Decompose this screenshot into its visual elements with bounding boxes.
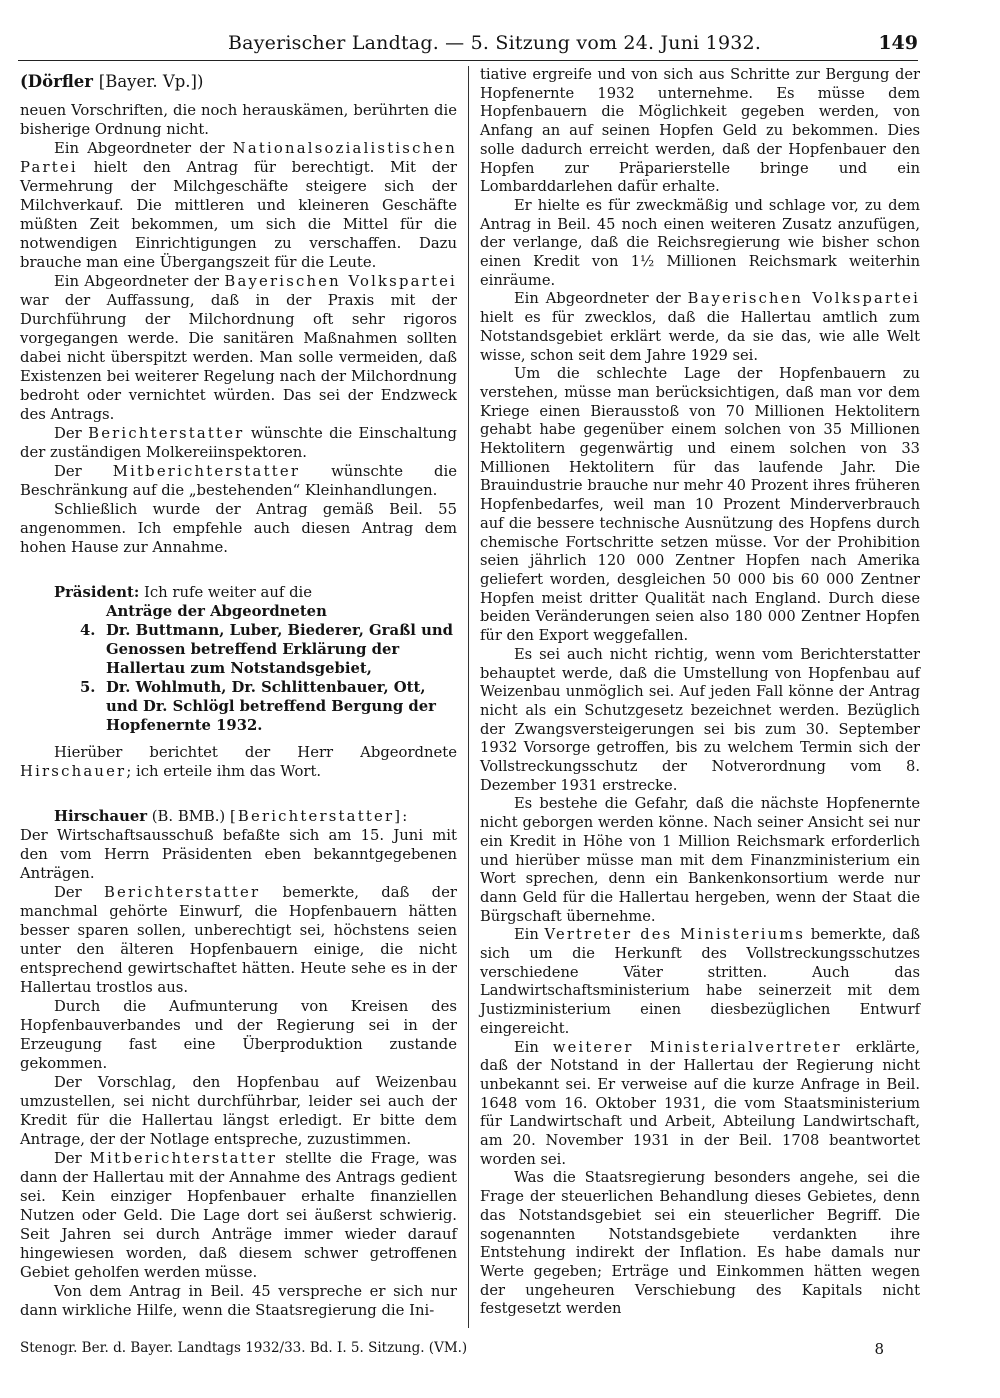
item-number: 5.: [80, 679, 96, 696]
running-header: [18, 30, 918, 61]
paragraph: Er hielte es für zweckmäßig und schlage vor, zu dem Antrag in Beil. 45 noch einen weiteren Zusatz anzufügen, der verlange, daß die Reichsregierung wie bisher schon einen Kredit von 1½ Millionen Reichsmark weiterhin einräume.: [480, 196, 920, 289]
text-span: Ein Abgeordneter der: [514, 290, 681, 308]
text-span: Ein: [514, 926, 539, 944]
text-span: Ein: [514, 1038, 539, 1056]
spaced-text: Mitberichterstatter: [89, 1150, 278, 1167]
speaker-name: Präsident:: [54, 584, 140, 601]
paragraph: [20, 424, 457, 462]
paragraph: neuen Vorschriften, die noch herauskämen, berührten die bisherige Ordnung nicht.: [20, 102, 457, 138]
text-span: wünschte die Einschaltung der zuständigen Molkereiinspektoren.: [20, 425, 457, 461]
paragraph: [20, 272, 457, 424]
paragraph: Um die schlechte Lage der Hopfenbauern zu verstehen, müsse man berücksichtigen, daß man vor dem Kriege einen Bierausstoß von 70 Millionen Hektolitern gehabt habe gegenüber einem solchen von 35 Millionen Hektolitern gegenwärtig und einem solchen von 33 Millionen Hektolitern für das laufende Jahr. Die Brauindustrie brauche nur mehr 40 Prozent ihres früheren Hopfenbedarfes, weil man 10 Prozent Minderverbrauch auf die bessere technische Ausnützung des Hopfens durch chemische Fortschritte setzen müsse. Vor der Prohibition seien jährlich 120 000 Zentner Hopfen nach Amerika geliefert worden, desgleichen 50 000 bis 60 000 Zentner Hopfen meist dritter Qualität nach England. Durch diese beiden Veränderungen seien also 180 000 Zentner Hopfen für den Export weggefallen.: [480, 365, 920, 645]
right-column: [480, 66, 920, 1319]
text-span: bemerkte, daß sich um die Herkunft des Vollstreckungsschutzes verschiedene Väter stritten. Auch das Landwirtschaftsministerium habe seinerzeit mit dem Justizministerium einen diesbezüglichen Entwurf eingereicht.: [480, 926, 920, 1037]
text-span: ; ich erteile ihm das Wort.: [126, 763, 322, 780]
speaker-heading-hirschauer: [20, 807, 457, 826]
paragraph: Der Wirtschaftsausschuß befaßte sich am 15. Juni mit den vom Herrn Präsidenten eben bekanntgegebenen Anträgen.: [20, 827, 457, 882]
paragraph: Von dem Antrag in Beil. 45 verspreche er sich nur dann wirkliche Hilfe, wenn die Staatsregierung die Ini-: [20, 1283, 457, 1319]
paragraph: [20, 743, 457, 781]
text-span: Der: [54, 884, 82, 901]
speaker-name: Hirschauer: [54, 808, 148, 825]
text-span: erklärte, daß der Notstand in der Hallertau der Regierung nicht unbekannt sei. Er verweise auf die kurze Anfrage in Beil. 1648 vom 16. Oktober 1931, die vom Staatsministerium für Landwirtschaft und Arbeit, Abteilung Landwirtschaft, am 20. November 1931 in der Beil. 1708 beantwortet worden sei.: [480, 1038, 921, 1168]
spaced-text: Berichterstatter: [88, 425, 245, 442]
spaced-text: weiterer Ministerialvertreter: [552, 1038, 842, 1056]
spaced-text: Bayerischen Volkspartei: [224, 273, 457, 290]
paragraph: Schließlich wurde der Antrag gemäß Beil. 55 angenommen. Ich empfehle auch diesen Antrag dem hohen Hause zur Annahme.: [20, 501, 457, 556]
paragraph: [480, 1039, 920, 1170]
page-number: 149: [878, 32, 918, 54]
paragraph: Es bestehe die Gefahr, daß die nächste Hopfenernte nicht geborgen werden könne. Nach seiner Ansicht sei nur ein Kredit in Höhe von 1 Million Reichsmark erforderlich und hierüber müsse man mit dem Finanzministerium ein Wort sprechen, denn ein Bankenkonsortium werde nur dann Geld für die Hallertau hergeben, wenn der Staat die Bürgschaft übernehme.: [480, 795, 920, 925]
paragraph: [480, 926, 920, 1038]
motions-heading: Anträge der Abgeordneten: [106, 603, 327, 620]
president-line: [20, 583, 457, 602]
spaced-text: Hirschauer: [20, 763, 127, 780]
president-block: [20, 583, 457, 735]
text-span: war der Auffassung, daß in der Praxis mit der Durchführung der Milchordnung oft sehr rigoros vorgegangen werde. Die sanitären Maßnahmen sollten dabei nicht überspitzt werden. Man solle vermeiden, daß Existenzen bei weiterer Regelung nach der Milchordnung bedroht oder vernichtet würden. Das sei der Endzweck des Antrags.: [20, 292, 457, 423]
speaker-heading-doerfler: [20, 72, 457, 91]
text-span: Hierüber berichtet der Herr Abgeordnete: [54, 744, 457, 761]
spaced-text: Berichterstatter: [103, 884, 261, 901]
spaced-text: Vertreter des Ministeriums: [544, 926, 806, 944]
paragraph: [20, 883, 457, 997]
left-column: [20, 66, 457, 1320]
header-title: Bayerischer Landtag. — 5. Sitzung vom 24. Juni 1932.: [228, 32, 762, 54]
footer-signature-number: 8: [874, 1340, 884, 1358]
speaker-name: (Dörfler: [20, 72, 94, 91]
paragraph: Der Vorschlag, den Hopfenbau auf Weizenbau umzustellen, sei nicht durchführbar, leider sei auch der Kredit für die Hallertau längst erledigt. Er bitte dem Antrage, der der Notlage entspreche, zuzustimmen.: [20, 1074, 457, 1148]
spaced-text: Nationalsozialistischen Partei: [20, 140, 457, 176]
paragraph: [480, 290, 920, 365]
paragraph: [20, 462, 457, 500]
paragraph: tiative ergreife und von sich aus Schritte zur Bergung der Hopfenernte 1932 unternehme. Es müsse dem Hopfenbauern die Möglichkeit gegeben werden, von Anfang an auf seinen Hopfen Geld zu bekommen. Dies solle dadurch erreicht werden, daß der Hopfenbauer den Hopfen zur Präparierstelle bringe und ein Lombarddarlehen dafür erhalte.: [480, 66, 920, 196]
text-span: Der: [54, 463, 82, 480]
item-number: 4.: [80, 622, 96, 639]
text-span: Ich rufe weiter auf die: [144, 584, 313, 601]
item-text: Dr. Wohlmuth, Dr. Schlittenbauer, Ott, und Dr. Schlögl betreffend Bergung der Hopfenernte 1932.: [106, 679, 436, 734]
text-span: hielt es für zwecklos, daß die Hallertau amtlich zum Notstandsgebiet erklärt werde, da sie das, wie alle Welt wisse, schon seit dem Jahre 1929 sei.: [480, 309, 920, 364]
paragraph: Durch die Aufmunterung von Kreisen des Hopfenbauverbandes und der Regierung sei in der Erzeugung fast eine Überproduktion zustande gekommen.: [20, 998, 457, 1072]
paragraph: [20, 1149, 457, 1282]
paragraph: [20, 139, 457, 272]
text-span: stellte die Frage, was dann der Hallertau mit der Annahme des Antrags gedient sei. Kein einziger Hopfenbauer erhalte finanziellen Nutzen oder Geld. Die Lage dort sei äußerst schwierig. Seit Jahren sei durch Anträge immer wieder darauf hingewiesen worden, daß diesem schwer getroffenen Gebiet geholfen werden müsse.: [20, 1150, 457, 1281]
text-span: Der: [54, 425, 82, 442]
spaced-text: Mitberichterstatter: [112, 463, 301, 480]
speaker-party: [Bayer. Vp.]): [98, 72, 204, 91]
text-span: Ein Abgeordneter der: [54, 140, 225, 157]
text-span: bemerkte, daß der manchmal gehörte Einwurf, die Hopfenbauern hätten besser sparen sollen, unberechtigt sei, höchstens seien unter den älteren Hopfenbauern einige, die nicht entsprechend gewirtschaftet hätten. Heute sehe es in der Hallertau trostlos aus.: [20, 884, 457, 996]
text-span: Der: [54, 1150, 82, 1167]
paragraph: Es sei auch nicht richtig, wenn vom Berichterstatter behauptet werde, daß die Umstellung von Hopfenbau auf Weizenbau unmöglich sei. Auf jeden Fall könne der Antrag nicht als ein Schutzgesetz bezeichnet werden. Bezüglich der Zwangsversteigerungen sei bis zum 30. September 1932 Vorsorge getroffen, bis zu welchem Termin sich der Vollstreckungsschutz der Notverordnung vom 8. Dezember 1931 erstrecke.: [480, 645, 920, 794]
motion-item-4: [20, 621, 457, 678]
speaker-role: [Berichterstatter]:: [229, 808, 410, 825]
column-divider: [468, 66, 469, 1328]
motion-item-5: [20, 678, 457, 735]
item-text: Dr. Buttmann, Luber, Biederer, Graßl und Genossen betreffend Erklärung der Hallertau zum Notstandsgebiet,: [106, 622, 453, 677]
paragraph: Was die Staatsregierung besonders angehe, sei die Frage der steuerlichen Behandlung dieses Gebietes, denn das Notstandsgebiet sei ein steuerlicher Begriff. Die sogenannten Notstandsgebiete verdankten ihre Entstehung indirekt der Inflation. Es habe damals nur Werte gegeben; Erträge und Einkommen hätten wegen der ungeheuren Verschiebung des Kapitals nicht festgesetzt werden: [480, 1169, 920, 1318]
speaker-party: (B. BMB.): [151, 808, 226, 825]
spaced-text: Bayerischen Volkspartei: [687, 290, 920, 308]
text-span: hielt den Antrag für berechtigt. Mit der Vermehrung der Milchgeschäfte steigere sich der Milchverkauf. Die mittleren und kleineren Geschäfte müßten Zeit bekommen, um sich die Mittel für die notwendigen Einrichtigungen zu verschaffen. Dazu brauche man eine Übergangszeit für die Leute.: [20, 159, 457, 271]
text-span: wünschte die Beschränkung auf die „bestehenden“ Kleinhandlungen.: [20, 463, 457, 499]
footer-citation: Stenogr. Ber. d. Bayer. Landtags 1932/33. Bd. I. 5. Sitzung. (VM.): [20, 1340, 468, 1356]
text-span: Ein Abgeordneter der: [54, 273, 219, 290]
